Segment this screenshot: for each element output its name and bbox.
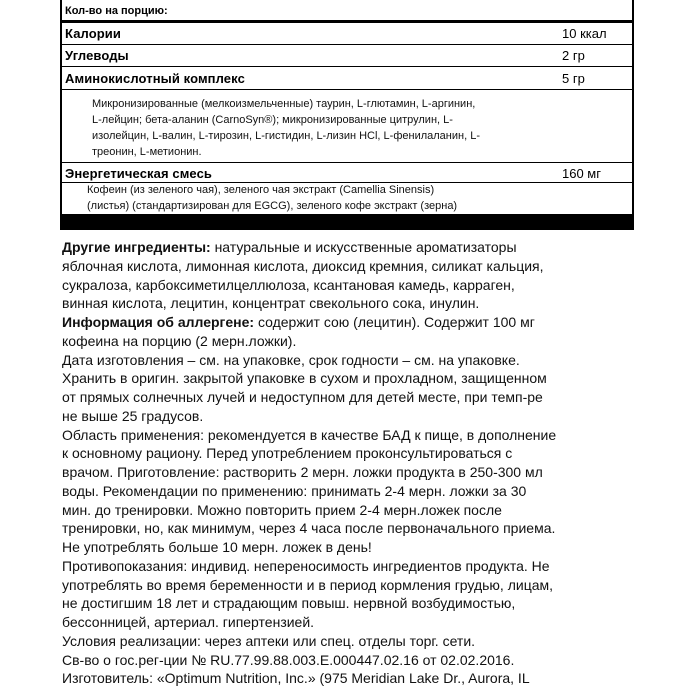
text-line: сукралоза, карбоксиметилцеллюлоза, ксантановая камедь, карраген,	[62, 276, 515, 293]
text-line: тренировки, но, как минимум, через 4 часа после первоначального приема.	[62, 520, 556, 537]
other-ingredients-heading: Другие ингредиенты:	[62, 239, 211, 255]
energy-blend-value: 160 мг	[562, 166, 601, 181]
text-line: Область применения: рекомендуется в качестве БАД к пище, в дополнение	[62, 426, 557, 443]
text-line: Св-во о гос.рег-ции № RU.77.99.88.003.Е.000447.02.16 от 02.02.2016.	[62, 651, 515, 668]
text-line: винная кислота, лецитин, концентрат свекольного сока, инулин.	[62, 295, 480, 312]
text-line: Не употреблять больше 10 мерн. ложек в день!	[62, 539, 372, 555]
serving-header: Кол-во на порцию:	[65, 5, 168, 17]
nutrition-facts-panel	[60, 0, 634, 230]
text-line: кофеина на порцию (2 мерн.ложки).	[62, 332, 297, 349]
other-ingredients-text: натуральные и искусственные ароматизаторы	[210, 239, 517, 255]
energy-ingredients	[87, 182, 457, 214]
text-line: Противопоказания: индивид. непереносимость ингредиентов продукта. Не	[62, 557, 550, 574]
allergen-text: содержит сою (лецитин). Содержит 100 мг	[254, 314, 535, 330]
amino-complex-value: 5 гр	[562, 71, 585, 86]
amino-ingredients	[92, 96, 480, 160]
text-line: мин. до тренировки. Можно повторить прием 2-4 мерн.ложек после	[62, 501, 502, 518]
energy-blend-label: Энергетическая смесь	[65, 166, 212, 181]
divider	[62, 44, 632, 45]
calories-label: Калории	[65, 26, 121, 41]
text-line: яблочная кислота, лимонная кислота, диоксид кремния, силикат кальция,	[62, 257, 544, 274]
text-line: к основному рациону. Перед употреблением проконсультироваться с	[62, 445, 513, 462]
text-line: Изготовитель: «Optimum Nutrition, Inc.» (975 Meridian Lake Dr., Aurora, IL	[62, 670, 530, 687]
text-line: Условия реализации: через аптеки или спец. отделы торг. сети.	[62, 632, 476, 649]
text-line: употреблять во время беременности и в период кормления грудью, лицам,	[62, 576, 554, 593]
text-line: бессонницей, артериал. гипертензией.	[62, 614, 315, 630]
text-line: не достигшим 18 лет и страдающим повыш. нервной возбудимостью,	[62, 595, 516, 612]
energy-line: (листья) (стандартизирован для EGCG), зеленого кофе экстракт (зерна)	[87, 200, 458, 212]
carbs-label: Углеводы	[65, 48, 129, 63]
divider	[62, 66, 632, 67]
amino-line: L-лейцин; бета-аланин (CarnoSyn®); микронизированные цитрулин, L-	[92, 114, 453, 126]
text-line: Дата изготовления – см. на упаковке, срок годности – см. на упаковке.	[62, 351, 520, 368]
other-ingredients-line	[62, 238, 642, 257]
text-line: от прямых солнечных лучей и недоступном для детей месте, при темп-ре	[62, 389, 543, 405]
divider-thick	[62, 20, 632, 23]
text-line: не выше 25 градусов.	[62, 407, 204, 424]
label-body-text	[62, 238, 642, 688]
text-line: врачом. Приготовление: растворить 2 мерн. ложки продукта в 250-300 мл	[62, 464, 543, 480]
amino-line: треонин, L-метионин.	[92, 146, 202, 158]
amino-line: Микронизированные (мелкоизмельченные) таурин, L-глютамин, L-аргинин,	[92, 98, 476, 110]
text-line: воды. Рекомендации по применению: принимать 2-4 мерн. ложки за 30	[62, 482, 527, 499]
divider	[62, 89, 632, 90]
divider	[62, 162, 632, 163]
energy-line: Кофеин (из зеленого чая), зеленого чая экстракт (Camellia Sinensis)	[87, 184, 435, 196]
amino-complex-label: Аминокислотный комплекс	[65, 71, 245, 86]
calories-value: 10 ккал	[562, 26, 607, 41]
text-line: Хранить в оригин. закрытой упаковке в сухом и прохладном, защищенном	[62, 370, 547, 387]
allergen-heading: Информация об аллергене:	[62, 314, 255, 330]
amino-line: изолейцин, L-валин, L-тирозин, L-гистидин, L-лизин HCl, L-фенилаланин, L-	[92, 130, 480, 142]
carbs-value: 2 гр	[562, 48, 585, 63]
allergen-line	[62, 313, 642, 332]
panel-bottom-bar	[62, 214, 632, 228]
